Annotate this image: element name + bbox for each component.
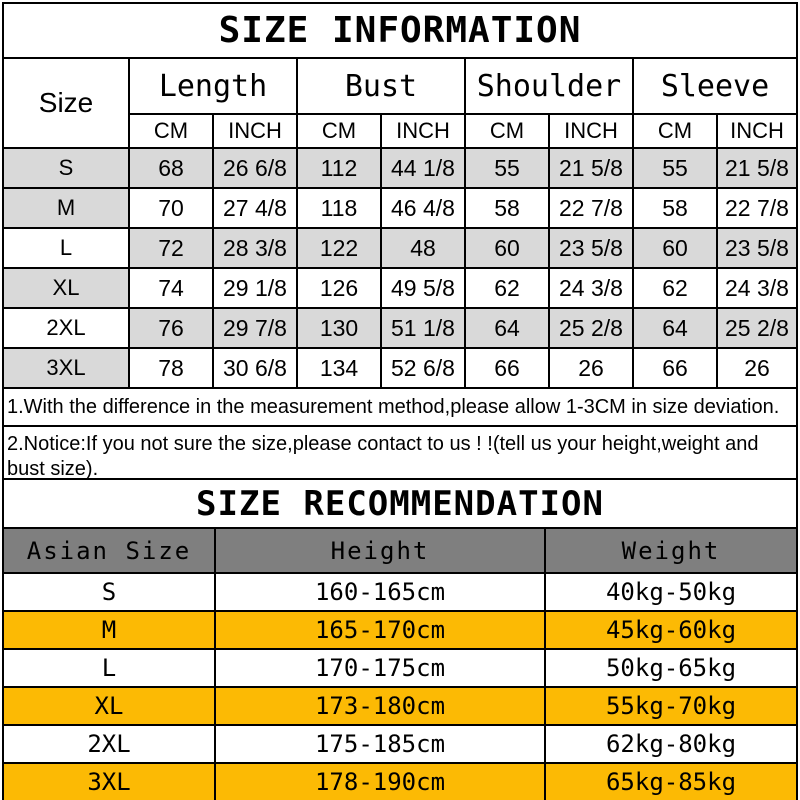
unit-header-inch: INCH <box>717 114 797 148</box>
bust-cm-value: 118 <box>297 188 381 228</box>
sleeve-inch-value: 21 5/8 <box>717 148 797 188</box>
unit-header-cm: CM <box>297 114 381 148</box>
bust-cm-value: 122 <box>297 228 381 268</box>
sleeve-cm-value: 58 <box>633 188 717 228</box>
unit-header-inch: INCH <box>549 114 633 148</box>
recommendation-header-row <box>3 528 797 573</box>
bust-inch-value: 48 <box>381 228 465 268</box>
shoulder-inch-value: 26 <box>549 348 633 388</box>
sleeve-inch-value: 25 2/8 <box>717 308 797 348</box>
unit-header-cm: CM <box>633 114 717 148</box>
size-row-2xl <box>3 308 797 348</box>
size-chart-sheet <box>2 2 798 800</box>
length-cm-value: 78 <box>129 348 213 388</box>
height-value: 178-190cm <box>215 763 545 800</box>
shoulder-inch-value: 24 3/8 <box>549 268 633 308</box>
weight-column-header: Weight <box>545 528 797 573</box>
sleeve-inch-value: 22 7/8 <box>717 188 797 228</box>
weight-value: 55kg-70kg <box>545 687 797 725</box>
bust-inch-value: 52 6/8 <box>381 348 465 388</box>
sleeve-inch-value: 26 <box>717 348 797 388</box>
recommendation-row-s <box>3 573 797 611</box>
column-group-length: Length <box>129 58 297 114</box>
asian-size-column-header: Asian Size <box>3 528 215 573</box>
height-value: 175-185cm <box>215 725 545 763</box>
shoulder-cm-value: 58 <box>465 188 549 228</box>
shoulder-inch-value: 23 5/8 <box>549 228 633 268</box>
measurement-group-header-row <box>3 58 797 114</box>
sleeve-cm-value: 55 <box>633 148 717 188</box>
sleeve-cm-value: 60 <box>633 228 717 268</box>
size-label: XL <box>3 268 129 308</box>
size-label: 2XL <box>3 308 129 348</box>
weight-value: 40kg-50kg <box>545 573 797 611</box>
shoulder-cm-value: 64 <box>465 308 549 348</box>
length-cm-value: 74 <box>129 268 213 308</box>
length-cm-value: 68 <box>129 148 213 188</box>
recommendation-row-xl <box>3 687 797 725</box>
sleeve-inch-value: 24 3/8 <box>717 268 797 308</box>
size-row-s <box>3 148 797 188</box>
length-inch-value: 28 3/8 <box>213 228 297 268</box>
size-recommendation-title: SIZE RECOMMENDATION <box>2 478 798 529</box>
shoulder-cm-value: 60 <box>465 228 549 268</box>
unit-header-cm: CM <box>129 114 213 148</box>
size-label: 3XL <box>3 763 215 800</box>
size-row-3xl <box>3 348 797 388</box>
size-label: L <box>3 228 129 268</box>
bust-inch-value: 46 4/8 <box>381 188 465 228</box>
length-inch-value: 29 1/8 <box>213 268 297 308</box>
length-inch-value: 30 6/8 <box>213 348 297 388</box>
sleeve-cm-value: 62 <box>633 268 717 308</box>
shoulder-inch-value: 22 7/8 <box>549 188 633 228</box>
shoulder-cm-value: 66 <box>465 348 549 388</box>
bust-cm-value: 134 <box>297 348 381 388</box>
column-group-sleeve: Sleeve <box>633 58 797 114</box>
size-row-m <box>3 188 797 228</box>
bust-cm-value: 130 <box>297 308 381 348</box>
unit-header-cm: CM <box>465 114 549 148</box>
size-recommendation-table <box>2 527 798 800</box>
unit-header-inch: INCH <box>213 114 297 148</box>
size-contact-note: 2.Notice:If you not sure the size,please contact to us ! !(tell us your height,weight and bust size). <box>2 425 798 480</box>
height-value: 170-175cm <box>215 649 545 687</box>
size-row-l <box>3 228 797 268</box>
column-group-shoulder: Shoulder <box>465 58 633 114</box>
sleeve-cm-value: 64 <box>633 308 717 348</box>
length-cm-value: 76 <box>129 308 213 348</box>
unit-header-inch: INCH <box>381 114 465 148</box>
weight-value: 50kg-65kg <box>545 649 797 687</box>
column-group-bust: Bust <box>297 58 465 114</box>
length-inch-value: 26 6/8 <box>213 148 297 188</box>
height-value: 165-170cm <box>215 611 545 649</box>
size-label: 2XL <box>3 725 215 763</box>
weight-value: 65kg-85kg <box>545 763 797 800</box>
size-label: M <box>3 188 129 228</box>
size-information-table <box>2 57 798 389</box>
bust-cm-value: 126 <box>297 268 381 308</box>
recommendation-row-l <box>3 649 797 687</box>
length-inch-value: 27 4/8 <box>213 188 297 228</box>
size-column-header: Size <box>3 58 129 148</box>
length-inch-value: 29 7/8 <box>213 308 297 348</box>
size-label: M <box>3 611 215 649</box>
weight-value: 62kg-80kg <box>545 725 797 763</box>
size-label: L <box>3 649 215 687</box>
shoulder-inch-value: 25 2/8 <box>549 308 633 348</box>
length-cm-value: 70 <box>129 188 213 228</box>
bust-cm-value: 112 <box>297 148 381 188</box>
size-label: 3XL <box>3 348 129 388</box>
size-label: S <box>3 148 129 188</box>
shoulder-inch-value: 21 5/8 <box>549 148 633 188</box>
height-value: 160-165cm <box>215 573 545 611</box>
recommendation-row-3xl <box>3 763 797 800</box>
shoulder-cm-value: 55 <box>465 148 549 188</box>
weight-value: 45kg-60kg <box>545 611 797 649</box>
bust-inch-value: 51 1/8 <box>381 308 465 348</box>
bust-inch-value: 49 5/8 <box>381 268 465 308</box>
size-information-title: SIZE INFORMATION <box>2 2 798 59</box>
sleeve-cm-value: 66 <box>633 348 717 388</box>
recommendation-row-2xl <box>3 725 797 763</box>
recommendation-row-m <box>3 611 797 649</box>
size-row-xl <box>3 268 797 308</box>
height-value: 173-180cm <box>215 687 545 725</box>
size-label: S <box>3 573 215 611</box>
size-label: XL <box>3 687 215 725</box>
length-cm-value: 72 <box>129 228 213 268</box>
measurement-deviation-note: 1.With the difference in the measurement method,please allow 1-3CM in size deviation. <box>2 387 798 427</box>
shoulder-cm-value: 62 <box>465 268 549 308</box>
height-column-header: Height <box>215 528 545 573</box>
sleeve-inch-value: 23 5/8 <box>717 228 797 268</box>
bust-inch-value: 44 1/8 <box>381 148 465 188</box>
